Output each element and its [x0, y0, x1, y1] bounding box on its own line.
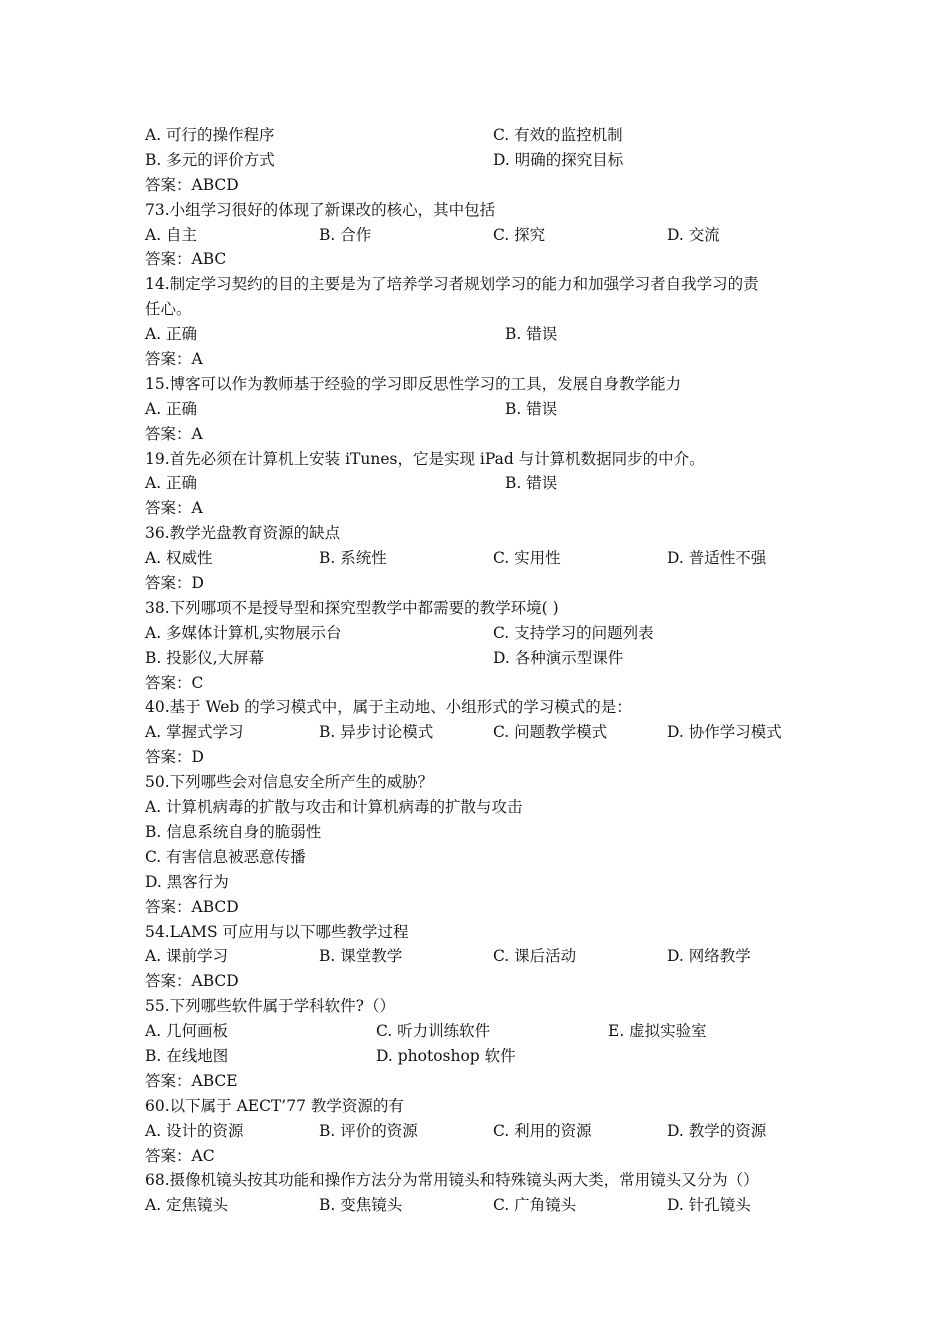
options-row: [145, 1044, 810, 1069]
options-row: [145, 223, 810, 248]
option-item: A. 正确: [145, 399, 198, 418]
options-row: [145, 397, 810, 422]
answer-line: 答案：A: [145, 499, 203, 518]
option-item: D. 交流: [667, 225, 720, 244]
option-item: A. 课前学习: [145, 947, 229, 966]
option-item: B. 错误: [505, 474, 558, 493]
option-item: E. 虚拟实验室: [608, 1022, 707, 1041]
option-item: D. 教学的资源: [667, 1121, 767, 1140]
question-stem: 19.首先必须在计算机上安装 iTunes，它是实现 iPad 与计算机数据同步的中介。: [145, 449, 705, 468]
option-item: D. 各种演示型课件: [493, 648, 624, 667]
option-item: A. 正确: [145, 474, 198, 493]
question-stem: 36.教学光盘教育资源的缺点: [145, 524, 341, 543]
question-stem: 50.下列哪些会对信息安全所产生的威胁？: [145, 773, 434, 792]
option-item: A. 设计的资源: [145, 1121, 244, 1140]
option-line: D. 黑客行为: [145, 872, 229, 891]
option-item: D. 明确的探究目标: [493, 150, 624, 169]
option-line: C. 有害信息被恶意传播: [145, 847, 306, 866]
option-item: C. 问题教学模式: [493, 723, 608, 742]
option-item: A. 正确: [145, 325, 198, 344]
answer-line: 答案：ABC: [145, 250, 227, 269]
options-row: [145, 322, 810, 347]
options-row: [145, 621, 810, 646]
option-item: B. 错误: [505, 399, 558, 418]
option-item: B. 合作: [319, 225, 372, 244]
option-item: D. 协作学习模式: [667, 723, 782, 742]
options-row: [145, 123, 810, 148]
answer-line: 答案：D: [145, 748, 204, 767]
option-item: B. 多元的评价方式: [145, 150, 275, 169]
text-line: 任心。: [145, 300, 192, 319]
answer-line: 答案：D: [145, 574, 204, 593]
question-stem: 14.制定学习契约的目的主要是为了培养学习者规划学习的能力和加强学习者自我学习的责: [145, 275, 759, 294]
option-item: C. 利用的资源: [493, 1121, 592, 1140]
option-line: B. 信息系统自身的脆弱性: [145, 822, 322, 841]
option-item: A. 可行的操作程序: [145, 126, 275, 144]
option-item: C. 支持学习的问题列表: [493, 623, 654, 642]
question-stem: 68.摄像机镜头按其功能和操作方法分为常用镜头和特殊镜头两大类，常用镜头又分为（）: [145, 1171, 759, 1190]
option-item: A. 几何画板: [145, 1022, 229, 1041]
option-item: D. 网络教学: [667, 947, 751, 966]
option-item: C. 探究: [493, 225, 546, 244]
option-item: B. 在线地图: [145, 1046, 229, 1065]
option-item: B. 系统性: [319, 549, 387, 568]
answer-line: 答案：ABCE: [145, 1071, 238, 1090]
option-item: C. 课后活动: [493, 947, 577, 966]
option-item: C. 实用性: [493, 549, 561, 568]
question-list: [145, 123, 810, 1218]
answer-line: 答案：A: [145, 350, 203, 369]
answer-line: 答案：A: [145, 424, 203, 443]
question-stem: 60.以下属于 AECT’77 教学资源的有: [145, 1096, 404, 1115]
option-item: A. 定焦镜头: [145, 1196, 229, 1215]
options-row: [145, 1019, 810, 1044]
option-item: D. photoshop 软件: [376, 1046, 516, 1065]
question-stem: 15.博客可以作为教师基于经验的学习即反思性学习的工具，发展自身教学能力: [145, 374, 682, 393]
option-item: A. 自主: [145, 225, 198, 244]
option-item: B. 评价的资源: [319, 1121, 418, 1140]
answer-line: 答案：AC: [145, 1146, 215, 1165]
options-row: [145, 720, 810, 745]
option-item: A. 多媒体计算机,实物展示台: [145, 623, 342, 642]
question-stem: 54.LAMS 可应用与以下哪些教学过程: [145, 922, 409, 941]
option-item: B. 异步讨论模式: [319, 723, 434, 742]
options-row: [145, 646, 810, 671]
answer-line: 答案：ABCD: [145, 175, 239, 194]
options-row: [145, 1119, 810, 1144]
question-stem: 40.基于 Web 的学习模式中，属于主动地、小组形式的学习模式的是：: [145, 698, 632, 717]
answer-line: 答案：ABCD: [145, 972, 239, 991]
option-item: B. 课堂教学: [319, 947, 403, 966]
option-line: A. 计算机病毒的扩散与攻击和计算机病毒的扩散与攻击: [145, 798, 523, 817]
option-item: C. 听力训练软件: [376, 1022, 491, 1041]
options-row: [145, 944, 810, 969]
option-item: D. 普适性不强: [667, 549, 767, 568]
option-item: A. 掌握式学习: [145, 723, 244, 742]
option-item: C. 广角镜头: [493, 1196, 577, 1215]
option-item: B. 变焦镜头: [319, 1196, 403, 1215]
question-stem: 73.小组学习很好的体现了新课改的核心，其中包括: [145, 200, 496, 219]
option-item: B. 投影仪,大屏幕: [145, 648, 265, 667]
answer-line: 答案：C: [145, 673, 204, 692]
option-item: C. 有效的监控机制: [493, 126, 623, 144]
option-item: A. 权威性: [145, 549, 213, 568]
answer-line: 答案：ABCD: [145, 897, 239, 916]
options-row: [145, 1193, 810, 1218]
options-row: [145, 546, 810, 571]
options-row: [145, 148, 810, 173]
options-row: [145, 471, 810, 496]
option-item: D. 针孔镜头: [667, 1196, 751, 1215]
option-item: B. 错误: [505, 325, 558, 344]
question-stem: 55.下列哪些软件属于学科软件?（）: [145, 997, 395, 1016]
question-stem: 38.下列哪项不是授导型和探究型教学中都需要的教学环境( ): [145, 598, 559, 617]
